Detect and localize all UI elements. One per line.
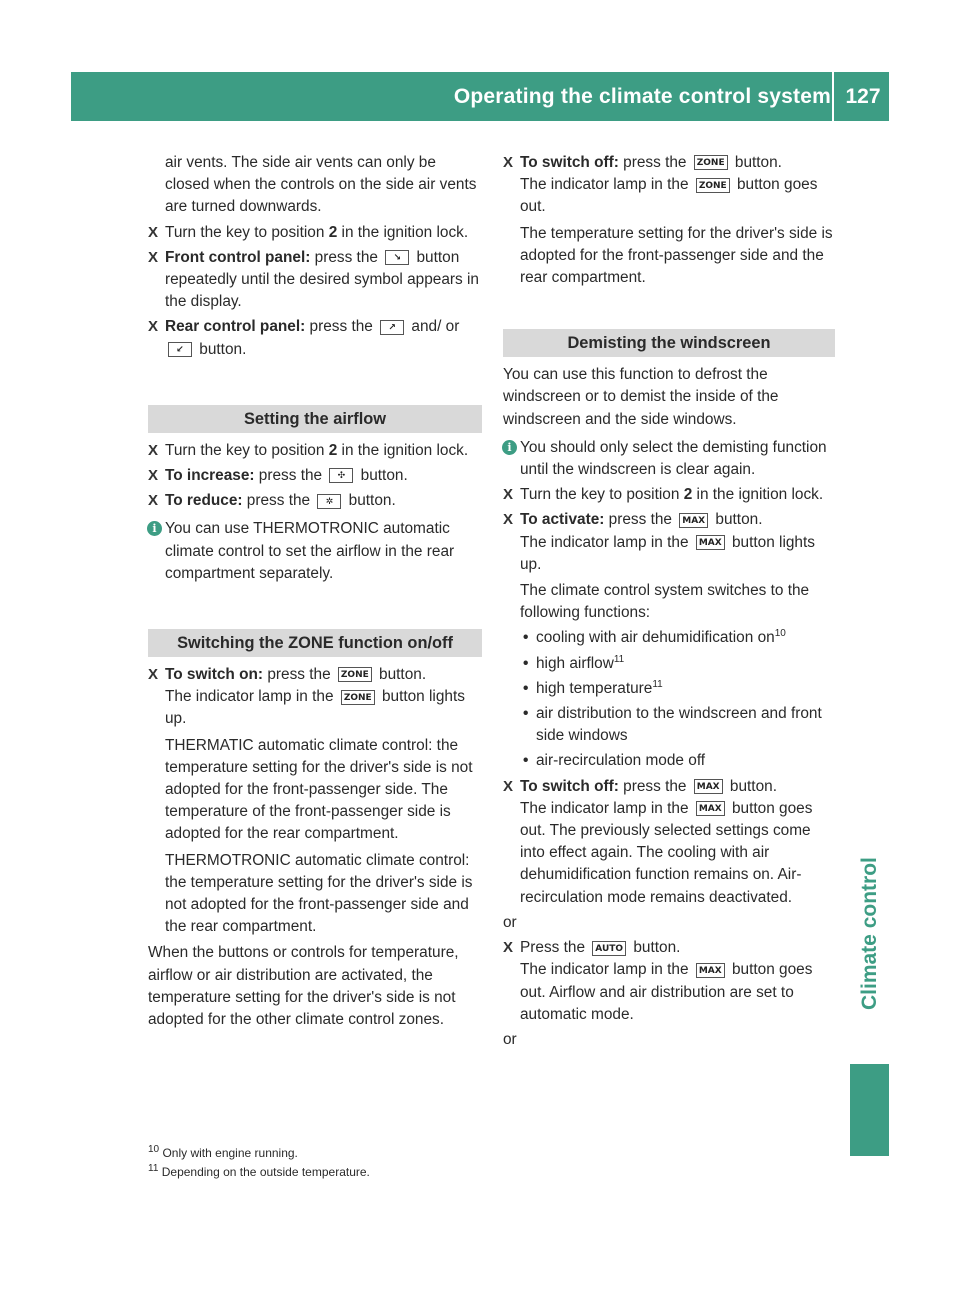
step-detail: The indicator lamp in the MAX button goes out. Airflow and air distribution are set to automatic mode. <box>520 961 813 1023</box>
step-arrow-icon: X <box>148 223 159 241</box>
section-heading: Switching the ZONE function on/off <box>148 629 482 657</box>
defrost-max-icon: MAX <box>696 535 725 550</box>
step-detail: The indicator lamp in the ZONE button lights up. <box>165 688 465 728</box>
info-icon: i <box>502 440 517 455</box>
page-header <box>71 72 889 121</box>
zone-button-icon: ZONE <box>694 155 728 170</box>
step-arrow-icon: X <box>148 441 159 459</box>
step-detail: THERMOTRONIC automatic climate control: the temperature setting for the driver's side is not adopted for the front-passenger side and the rear compartment. <box>165 851 473 936</box>
instruction-step: X To switch off: press the MAX button. <box>503 776 835 798</box>
list-item: • high temperature$^{11}$ <box>523 678 663 697</box>
defrost-max-icon: MAX <box>679 513 708 528</box>
list-item: • cooling with air dehumidification $on^{10}$ <box>523 628 786 647</box>
step-arrow-icon: X <box>148 248 159 266</box>
page-number: 127 <box>845 85 881 108</box>
info-icon: i <box>147 521 162 536</box>
step-arrow-icon: X <box>148 666 159 684</box>
body-paragraph: When the buttons or controls for temperature, airflow or air distribution are activated, the temperature setting for the driver's side is not adopted for the other climate control zones. <box>148 944 459 1029</box>
side-tab-label: Climate control <box>858 857 881 1010</box>
section-heading: Setting the airflow <box>148 405 482 433</box>
step-arrow-icon: X <box>503 154 514 171</box>
or-separator: or <box>503 913 517 931</box>
header-title: Operating the climate control system <box>453 85 831 108</box>
right-column <box>503 152 835 1051</box>
info-note: i You should only select the demisting function until the windscreen is clear again. <box>503 437 835 481</box>
step-arrow-icon: X <box>148 318 159 336</box>
step-detail: The indicator lamp in the ZONE button goes out. <box>520 176 818 216</box>
fan-reduce-icon: ✲ <box>317 494 341 509</box>
step-arrow-icon: X <box>503 511 514 529</box>
instruction-step: X Turn the key to position 2 in the ignition lock. <box>503 484 835 506</box>
step-detail: THERMATIC automatic climate control: the temperature setting for the driver's side is not adopted for the front-passenger side. The temperature of the front-passenger side is adopted for the rear compartment. <box>165 736 473 843</box>
zone-button-icon: ZONE <box>341 690 375 705</box>
fan-increase-icon: ✣ <box>329 468 353 483</box>
instruction-step: X To switch off: press the ZONE button. <box>503 152 835 174</box>
side-tab-marker <box>850 1064 889 1156</box>
instruction-step: X Press the AUTO button. <box>503 937 835 959</box>
info-note: i You can use THERMOTRONIC automatic climate control to set the airflow in the rear compartment separately. <box>148 518 482 585</box>
list-item: • air distribution to the windscreen and front side windows <box>523 705 822 745</box>
footnote: $^{11}$ Depending on the outside temperature. <box>148 1163 370 1179</box>
airflow-rear-down-icon: ↙ <box>168 342 192 357</box>
footnote: $^{10}$ Only with engine running. <box>148 1144 298 1160</box>
zone-button-icon: ZONE <box>338 667 372 682</box>
body-paragraph: You can use this function to defrost the windscreen or to demist the inside of the windscreen and the side windows. <box>503 366 779 428</box>
header-divider <box>832 72 834 121</box>
step-detail: The indicator lamp in the MAX button goes out. The previously selected settings come into effect again. The cooling with air dehumidification function remains on. Air-recirculation mode remains deactivated. <box>520 799 813 906</box>
step-arrow-icon: X <box>503 939 514 957</box>
instruction-step: X To activate: press the MAX button. <box>503 509 835 531</box>
instruction-step: X Turn the key to position 2 in the ignition lock. <box>148 222 482 244</box>
footnotes <box>148 1144 548 1182</box>
airflow-front-icon: ↘ <box>385 250 409 265</box>
step-arrow-icon: X <box>148 492 159 510</box>
defrost-max-icon: MAX <box>696 801 725 816</box>
instruction-step: X Turn the key to position 2 in the ignition lock. <box>148 440 482 462</box>
instruction-step: X To increase: press the ✣ button. <box>148 465 482 487</box>
defrost-max-icon: MAX <box>694 779 723 794</box>
section-heading: Demisting the windscreen <box>503 329 835 357</box>
instruction-step: X Front control panel: press the ↘ button repeatedly until the desired symbol appears in the display. <box>148 248 479 311</box>
or-separator: or <box>503 1030 517 1048</box>
instruction-step: X Rear control panel: press the ↗ and/ or ↙ button. <box>148 318 460 358</box>
step-detail: The temperature setting for the driver's side is adopted for the front-passenger side and the rear compartment. <box>520 224 833 287</box>
step-arrow-icon: X <box>503 486 514 504</box>
step-arrow-icon: X <box>503 777 514 795</box>
left-column <box>148 152 482 1031</box>
step-arrow-icon: X <box>148 467 159 485</box>
list-item: • air-recirculation mode off <box>523 752 706 770</box>
list-item: • high airflow$^{11}$ <box>523 653 625 672</box>
instruction-step: X To switch on: press the ZONE button. <box>148 664 482 686</box>
step-detail: The indicator lamp in the MAX button lights up. <box>520 533 815 573</box>
intro-paragraph: air vents. The side air vents can only be closed when the controls on the side air vents are turned downwards. <box>165 154 477 216</box>
airflow-rear-up-icon: ↗ <box>380 320 404 335</box>
defrost-max-icon: MAX <box>696 963 725 978</box>
zone-button-icon: ZONE <box>696 178 730 193</box>
step-detail: The climate control system switches to the following functions: <box>520 582 810 622</box>
auto-button-icon: AUTO <box>592 941 626 956</box>
instruction-step: X To reduce: press the ✲ button. <box>148 490 482 512</box>
